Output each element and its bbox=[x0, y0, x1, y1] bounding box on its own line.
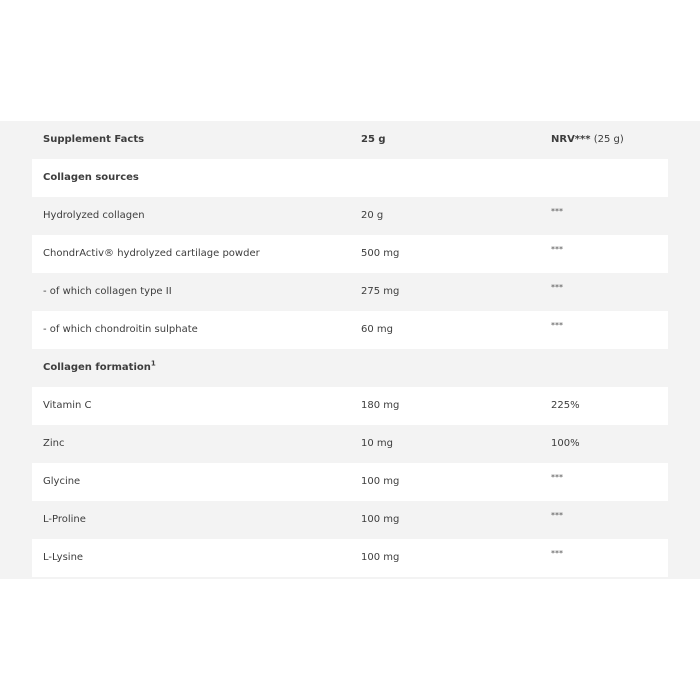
nutrient-name: L-Lysine bbox=[43, 552, 84, 563]
nutrient-name: Vitamin C bbox=[43, 400, 92, 411]
nutrient-nrv: *** bbox=[551, 283, 563, 292]
nutrient-amount: 500 mg bbox=[361, 248, 400, 259]
nutrient-amount: 100 mg bbox=[361, 552, 400, 563]
section-title-row bbox=[32, 159, 668, 197]
nutrient-nrv: *** bbox=[551, 473, 563, 482]
nrv-basis: (25 g) bbox=[593, 134, 624, 145]
nutrient-amount: 10 mg bbox=[361, 438, 393, 449]
nutrient-nrv: *** bbox=[551, 207, 563, 216]
nutrient-nrv: 225% bbox=[551, 400, 580, 411]
section-title-row bbox=[32, 349, 668, 387]
table-row bbox=[32, 463, 668, 501]
table-header-row bbox=[32, 121, 668, 159]
header-title: Supplement Facts bbox=[43, 134, 145, 145]
nrv-label: NRV*** bbox=[551, 134, 591, 145]
nutrient-name: - of which chondroitin sulphate bbox=[43, 324, 198, 335]
table-row bbox=[32, 387, 668, 425]
nutrient-name: Zinc bbox=[43, 438, 65, 449]
table-row bbox=[32, 501, 668, 539]
nutrient-amount: 100 mg bbox=[361, 476, 400, 487]
header-amount: 25 g bbox=[361, 134, 386, 145]
table-row bbox=[32, 197, 668, 235]
nutrient-nrv: *** bbox=[551, 245, 563, 254]
section-title: Collagen sources bbox=[43, 172, 139, 183]
nutrient-amount: 100 mg bbox=[361, 514, 400, 525]
section-title-text: Collagen formation bbox=[43, 362, 151, 373]
table-row bbox=[32, 235, 668, 273]
nutrient-name: Hydrolyzed collagen bbox=[43, 210, 145, 221]
table-row bbox=[32, 273, 668, 311]
table-row bbox=[32, 425, 668, 463]
nutrient-name: ChondrActiv® hydrolyzed cartilage powder bbox=[43, 248, 260, 259]
table-row bbox=[32, 539, 668, 577]
table-row bbox=[32, 311, 668, 349]
nutrient-nrv: *** bbox=[551, 321, 563, 330]
nutrient-name: Glycine bbox=[43, 476, 81, 487]
nutrient-amount: 20 g bbox=[361, 210, 384, 221]
nutrient-amount: 275 mg bbox=[361, 286, 400, 297]
nutrient-name: - of which collagen type II bbox=[43, 286, 172, 297]
nutrient-nrv: 100% bbox=[551, 438, 580, 449]
supplement-facts-table bbox=[0, 121, 700, 579]
nutrient-amount: 180 mg bbox=[361, 400, 400, 411]
nutrient-name: L-Proline bbox=[43, 514, 86, 525]
nutrient-amount: 60 mg bbox=[361, 324, 393, 335]
section-title bbox=[43, 349, 156, 387]
nutrient-nrv: *** bbox=[551, 511, 563, 520]
nutrient-nrv: *** bbox=[551, 549, 563, 558]
footnote-marker: 1 bbox=[150, 359, 156, 368]
header-nrv bbox=[551, 121, 624, 159]
